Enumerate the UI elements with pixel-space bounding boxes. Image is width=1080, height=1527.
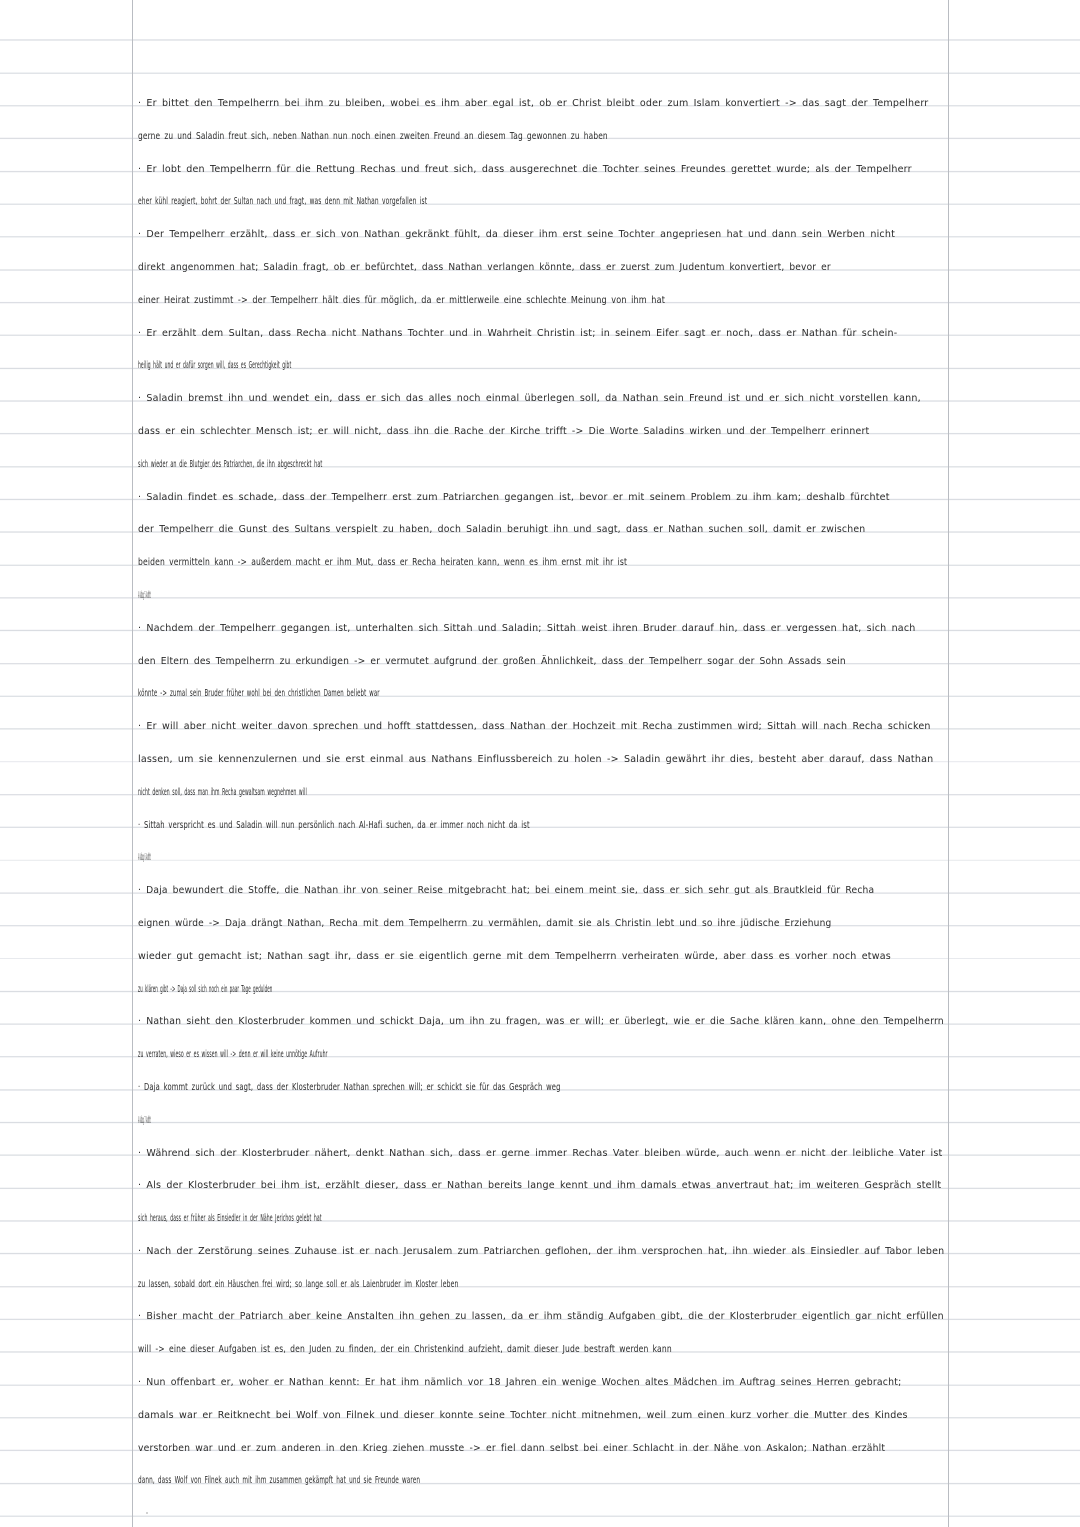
note-line: · Er bittet den Tempelherrn bei ihm zu bleiben, wobei es ihm aber egal ist, ob er Christ bleibt oder zum Islam konvertiert -> das sagt der Tempelherr — [138, 98, 929, 109]
note-line: · Nathan sieht den Klosterbruder kommen und schickt Daja, um ihn zu fragen, was er will; er überlegt, wie er die Sache klären kann, ohne den Tempelherrn — [138, 1016, 944, 1028]
note-line: eher kühl reagiert, bohrt der Sultan nach und fragt, was denn mit Nathan vorgefallen ist — [138, 196, 428, 208]
note-line: lassen, um sie kennenzulernen und sie erst einmal aus Nathans Einflussbereich zu holen -> Saladin gewährt ihr dies, besteht aber darauf, dass Nathan — [138, 753, 934, 765]
section-heading: 4. Aufzug, 7. Auftritt: — [138, 1114, 151, 1126]
note-line: der Tempelherr die Gunst des Sultans verspielt zu haben, doch Saladin beruhigt ihn und sagt, dass er Nathan suchen soll, damit er zwischen — [138, 524, 866, 536]
note-line: · Als der Klosterbruder bei ihm ist, erzählt dieser, dass er Nathan bereits lange kennt und ihm damals etwas anvertraut hat; im weiteren Gespräch stellt — [138, 1180, 942, 1192]
note-line: sich wieder an die Blutgier des Patriarchen, die ihn abgeschreckt hat — [138, 458, 323, 470]
note-line: · Er lobt den Tempelherrn für die Rettung Rechas und freut sich, dass ausgerechnet die Tochter seines Freundes gerettet wurde; als der Tempelherr — [138, 163, 912, 175]
note-line: · Daja bewundert die Stoffe, die Nathan ihr von seiner Reise mitgebracht hat; bei einem meint sie, dass er sich sehr gut als Brautkleid für Recha — [138, 885, 875, 897]
note-line: wieder gut gemacht ist; Nathan sagt ihr, dass er sie eigentlich gerne mit dem Tempelherrn verheiraten würde, aber dass es vorher noch etwas — [138, 950, 891, 962]
note-line: · Saladin findet es schade, dass der Tempelherr erst zum Patriarchen gegangen ist, bevor er mit seinem Problem zu ihm kam; deshalb fürchtet — [138, 491, 890, 503]
handwritten-notes — [138, 94, 950, 1504]
note-line: zu klären gibt -> Daja soll sich noch ein paar Tage gedulden — [138, 983, 273, 995]
note-line: den Eltern des Tempelherrn zu erkundigen -> er vermutet aufgrund der großen Ähnlichkeit, dass der Tempelherr sogar der Sohn Assads sein — [138, 655, 846, 667]
note-line: zu verraten, wieso er es wissen will -> denn er will keine unnötige Aufruhr — [138, 1049, 328, 1061]
note-line: einer Heirat zustimmt -> der Tempelherr hält dies für möglich, da er mittlerweile eine schlechte Meinung von ihm hat — [138, 294, 666, 306]
note-line: · Nachdem der Tempelherr gegangen ist, unterhalten sich Sittah und Saladin; Sittah weist ihren Bruder darauf hin, dass er vergessen hat, sich nach — [138, 622, 916, 634]
note-line: · Bisher macht der Patriarch aber keine Anstalten ihn gehen zu lassen, da er ihm ständig Aufgaben gibt, die der Klosterbruder eigentlich gar nicht erfüllen — [138, 1311, 944, 1323]
section-heading: 4. Aufzug, 5. Auftritt: — [138, 589, 151, 601]
note-line: heilig hält und er dafür sorgen will, dass es Gerechtigkeit gibt — [138, 360, 292, 372]
note-line: verstorben war und er zum anderen in den Krieg ziehen musste -> er fiel dann selbst bei einer Schlacht in der Nähe von Askalon; Nathan erzählt — [138, 1442, 886, 1454]
note-line: · Er erzählt dem Sultan, dass Recha nicht Nathans Tochter und in Wahrheit Christin ist; in seinem Eifer sagt er noch, dass er Nathan für schein- — [138, 327, 898, 339]
note-line: könnte -> zumal sein Bruder früher wohl bei den christlichen Damen beliebt war — [138, 688, 380, 700]
pen-mark — [146, 1512, 148, 1514]
note-line: · Während sich der Klosterbruder nähert, denkt Nathan sich, dass er gerne immer Rechas Vater bleiben würde, auch wenn er nicht der leibliche Vater ist — [138, 1147, 943, 1159]
note-line: · Nach der Zerstörung seines Zuhause ist er nach Jerusalem zum Patriarchen geflohen, der ihm versprochen hat, ihn wieder als Einsiedler auf Tabor leben — [138, 1245, 945, 1257]
note-line: dass er ein schlechter Mensch ist; er will nicht, dass ihn die Rache der Kirche trifft -> Die Worte Saladins wirken und der Tempelherr erinnert — [138, 425, 870, 437]
note-line: · Sittah verspricht es und Saladin will nun persönlich nach Al-Hafi suchen, da er immer noch nicht da ist — [138, 819, 530, 831]
note-line: sich heraus, dass er früher als Einsiedler in der Nähe Jerichos gelebt hat — [138, 1213, 322, 1225]
note-line: zu lassen, sobald dort ein Häuschen frei wird; so lange soll er als Laienbruder im Kloster leben — [138, 1278, 459, 1290]
note-line: · Daja kommt zurück und sagt, dass der Klosterbruder Nathan sprechen will; er schickt sie für das Gespräch weg — [138, 1081, 561, 1093]
note-line: eignen würde -> Daja drängt Nathan, Recha mit dem Tempelherrn zu vermählen, damit sie als Christin lebt und so ihre jüdische Erziehung — [138, 917, 832, 929]
note-line: beiden vermitteln kann -> außerdem macht er ihm Mut, dass er Recha heiraten kann, wenn es ihm ernst mit ihr ist — [138, 557, 628, 569]
section-heading: 4. Aufzug, 6. Auftritt: — [138, 852, 151, 864]
note-line: damals war er Reitknecht bei Wolf von Filnek und dieser konnte seine Tochter nicht mitnehmen, weil zum einen kurz vorher die Mutter des Kindes — [138, 1409, 908, 1421]
note-line: direkt angenommen hat; Saladin fragt, ob er befürchtet, dass Nathan verlangen könnte, dass er zuerst zum Judentum konvertiert, bevor er — [138, 261, 831, 273]
note-line: · Der Tempelherr erzählt, dass er sich von Nathan gekränkt fühlt, da dieser ihm erst seine Tochter angepriesen hat und dann sein Werben nicht — [138, 229, 896, 241]
note-line: gerne zu und Saladin freut sich, neben Nathan nun noch einen zweiten Freund an diesem Tag gewonnen zu haben — [138, 130, 608, 142]
note-line: · Nun offenbart er, woher er Nathan kennt: Er hat ihm nämlich vor 18 Jahren ein wenige Wochen altes Mädchen im Auftrag seines Herren gebracht; — [138, 1377, 902, 1389]
note-line: · Saladin bremst ihn und wendet ein, dass er sich das alles noch einmal überlegen soll, da Nathan sein Freund ist und er sich nicht vorstellen kann, — [138, 393, 921, 405]
note-line: nicht denken soll, dass man ihm Recha gewaltsam wegnehmen will — [138, 786, 307, 798]
note-line: will -> eine dieser Aufgaben ist es, den Juden zu finden, der ein Christenkind aufzieht, damit dieser Jude bestraft werden kann — [138, 1344, 672, 1356]
note-line: · Er will aber nicht weiter davon sprechen und hofft stattdessen, dass Nathan der Hochzeit mit Recha zustimmen wird; Sittah will nach Recha schicken — [138, 721, 931, 733]
left-margin-line — [132, 0, 133, 1527]
note-line: dann, dass Wolf von Filnek auch mit ihm zusammen gekämpft hat und sie Freunde waren — [138, 1475, 421, 1487]
